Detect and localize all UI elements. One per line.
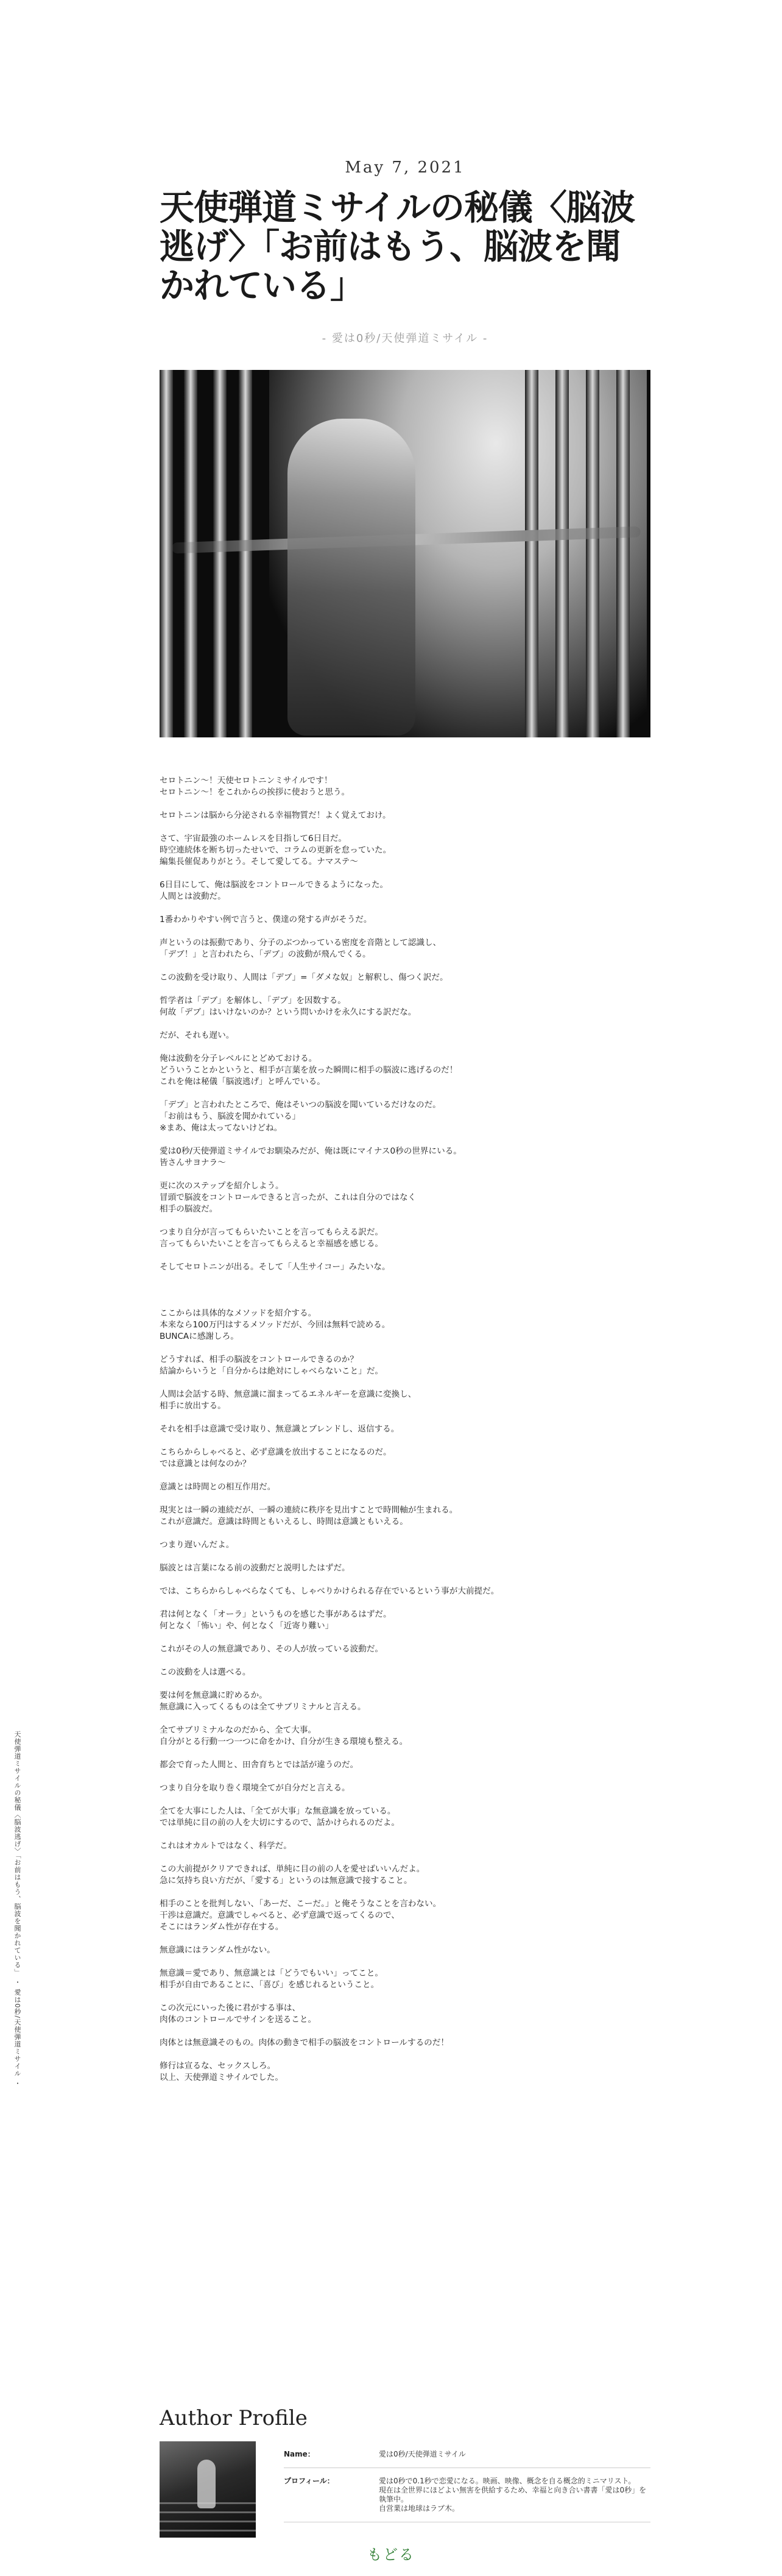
body-paragraph: つまり自分が言ってもらいたいことを言ってもらえる訳だ。 言ってもらいたいことを言ってもらえると幸福感を感じる。 (160, 1227, 384, 1249)
body-paragraph: 更に次のステップを紹介しよう。 冒頭で脳波をコントロールできると言ったが、これは自分のではなく 相手の脳波だ。 (160, 1181, 417, 1215)
body-paragraph: 俺は波動を分子レベルにとどめておける。 どういうことかというと、相手が言葉を放った瞬間に相手の脳波に逃げるのだ！ これを俺は秘儀「脳波逃げ」と呼んでいる。 (160, 1054, 458, 1087)
post-date: May 7, 2021 (345, 158, 465, 177)
back-link[interactable]: もどる (367, 2546, 415, 2563)
body-paragraph: 全てサブリミナルなのだから、全て大事。 自分がとる行動一つ一つに命をかけ、自分が生きる環境も整える。 (160, 1725, 408, 1747)
body-paragraph: 「デブ」と言われたところで、俺はそいつの脳波を聞いているだけなのだ。 「お前はもう、脳波を聞かれている」 ※まあ、俺は太ってないけどね。 (160, 1100, 441, 1134)
body-paragraph: だが、それも遅い。 (160, 1031, 234, 1041)
body-paragraph: 哲学者は「デブ」を解体し、「デブ」を因数する。 何故「デブ」はいけないのか？という問いかけを永久にする訳だな。 (160, 996, 417, 1018)
body-paragraph: 6日目にして、俺は脳波をコントロールできるようになった。 人間とは波動だ。 (160, 880, 389, 902)
body-paragraph: 愛は0秒/天使弾道ミサイルでお馴染みだが、俺は既にマイナス0秒の世界にいる。 皆さんサヨナラ〜 (160, 1146, 462, 1168)
body-paragraph: これがその人の無意識であり、その人が放っている波動だ。 (160, 1644, 384, 1655)
body-paragraph: これはオカルトではなく、科学だ。 (160, 1841, 292, 1851)
hero-photo (160, 370, 650, 737)
body-paragraph: この次元にいった後に君がする事は、 肉体のコントロールでサインを送ること。 (160, 2003, 317, 2025)
body-paragraph: この大前提がクリアできれば、単純に目の前の人を愛せばいいんだよ。 急に気持ち良い方だが、「愛する」というのは無意識で接すること。 (160, 1864, 425, 1886)
body-paragraph: 現実とは一瞬の連続だが、一瞬の連続に秩序を見出すことで時間軸が生まれる。 これが意識だ。意識は時間ともいえるし、時間は意識ともいえる。 (160, 1505, 458, 1527)
body-paragraph: そしてセロトニンが出る。そして「人生サイコー」みたいな。 (160, 1262, 390, 1272)
body-paragraph: 修行は宣るな、セックスしろ。 以上、天使弾道ミサイルでした。 (160, 2061, 283, 2083)
body-paragraph: 無意識にはランダム性がない。 (160, 1945, 275, 1956)
paragraph-gap (160, 1285, 650, 1308)
body-paragraph: ここからは具体的なメソッドを紹介する。 本来なら100万円はするメソッドだが、今回は無料で読める。 BUNCAに感謝しろ。 (160, 1308, 390, 1342)
post-title: 天使弾道ミサイルの秘儀〈脳波逃げ〉「お前はもう、脳波を聞かれている」 (160, 188, 635, 306)
body-paragraph: つまり遅いんだよ。 (160, 1540, 234, 1550)
body-paragraph: 人間は会話する時、無意識に溜まってるエネルギーを意識に変換し、 相手に放出する。 (160, 1389, 417, 1411)
body-paragraph: 全てを大事にした人は、「全てが大事」な無意識を放っている。 では単純に目の前の人を大切にするので、話かけられるのだよ。 (160, 1806, 400, 1828)
body-paragraph: 要は何を無意識に貯めるか。 無意識に入ってくるものは全てサブリミナルと言える。 (160, 1691, 366, 1712)
body-paragraph: つまり自分を取り巻く環境全てが自分だと言える。 (160, 1783, 350, 1794)
body-paragraph: さて、宇宙最強のホームレスを目指して6日目だ。 時空連続体を断ち切ったせいで、コラムの更新を怠っていた。 編集長催促ありがとう。そして愛してる。ナマステ〜 (160, 834, 392, 867)
author-name-value: 愛は0秒/天使弾道ミサイル (379, 2450, 466, 2458)
post-category[interactable]: - 愛は0秒/天使弾道ミサイル - (322, 332, 488, 346)
body-paragraph: 脳波とは言葉になる前の波動だと説明したはずだ。 (160, 1563, 350, 1574)
body-paragraph: セロトニン〜！天使セロトニンミサイルです！ セロトニン〜！をこれからの挨拶に使おうと思う。 (160, 776, 350, 798)
body-paragraph: この波動を受け取り、人間は「デブ」=「ダメな奴」と解釈し、傷つく訳だ。 (160, 973, 448, 983)
author-name-row (284, 2441, 650, 2468)
body-paragraph: 無意識＝愛であり、無意識とは「どうでもいい」ってこと。 相手が自由であることに、「喜び」を感じれるということ。 (160, 1968, 384, 1990)
body-paragraph: では、こちらからしゃべらなくても、しゃべりかけられる存在でいるという事が大前提だ。 (160, 1586, 499, 1597)
body-paragraph: 意識とは時間との相互作用だ。 (160, 1482, 276, 1492)
body-paragraph: 君は何となく「オーラ」というものを感じた事があるはずだ。 何となく「怖い」や、何となく「近寄り難い」 (160, 1609, 392, 1631)
article-body (160, 775, 650, 2084)
author-name-label: Name： (284, 2450, 315, 2458)
article (160, 0, 650, 2095)
body-paragraph: 1番わかりやすい例で言うと、僕達の発する声がそうだ。 (160, 915, 372, 925)
body-paragraph: 都会で育った人間と、田舎育ちとでは話が違うのだ。 (160, 1760, 359, 1770)
body-paragraph: セロトニンは脳から分泌される幸福物質だ！よく覚えておけ。 (160, 811, 391, 821)
body-paragraph: 声というのは振動であり、分子のぶつかっている密度を音階として認識し、 「デブ！」と言われたら、「デブ」の波動が飛んでくる。 (160, 938, 442, 960)
author-profile (160, 2406, 650, 2538)
body-paragraph: どうすれば、相手の脳波をコントロールできるのか？ 結論からいうと「自分からは絶対にしゃべらないこと」だ。 (160, 1355, 384, 1377)
body-paragraph: それを相手は意識で受け取り、無意識とブレンドし、返信する。 (160, 1424, 400, 1435)
author-profile-value: 愛は0秒で0.1秒で恋愛になる。映画、映像、概念を自る概念的ミニマリスト。 現在は全世界にほどよい無害を供給するため、幸福と向き合い書書「愛は0秒」を執筆中。 自営業は地球はラブ木。 (379, 2477, 647, 2513)
body-paragraph: こちらからしゃべると、必ず意識を放出することになるのだ。 では意識とは何なのか？ (160, 1447, 392, 1469)
vertical-side-caption: 天使弾道ミサイルの秘儀〈脳波逃げ〉「お前はもう、脳波を聞かれている」 ・ 愛は0秒/天使弾道ミサイル ・ (13, 1731, 21, 2087)
body-paragraph: 相手のことを批判しない、「あーだ、こーだ。」と俺そうなことを言わない。 干渉は意識だ。意識でしゃべると、必ず意識で返ってくるので、 そこにはランダム性が存在する。 (160, 1899, 442, 1932)
author-profile-label: プロフィール： (284, 2477, 334, 2485)
author-avatar (160, 2441, 256, 2538)
body-paragraph: この波動を人は選べる。 (160, 1667, 251, 1678)
author-profile-row (284, 2468, 650, 2522)
author-profile-heading: Author Profile (160, 2406, 308, 2430)
body-paragraph: 肉体とは無意識そのもの。肉体の動きで相手の脳波をコントロールするのだ！ (160, 2038, 449, 2048)
